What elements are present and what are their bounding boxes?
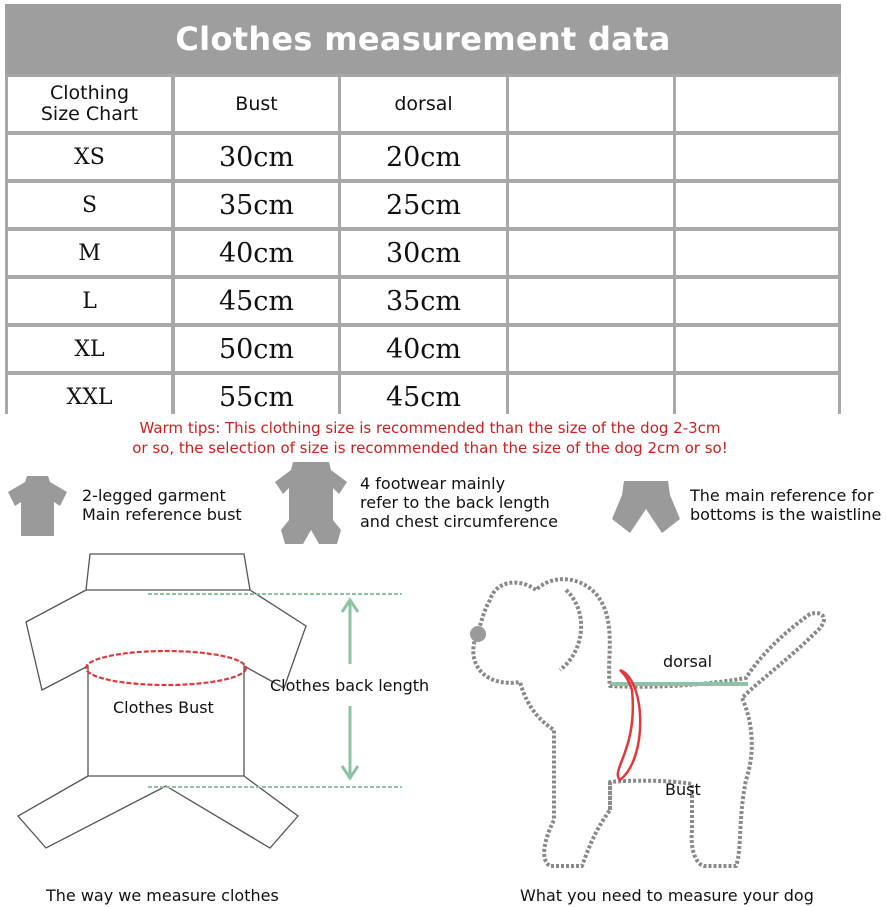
size-cell: M [8,231,171,275]
empty-cell [676,231,838,275]
bust-cell: 45cm [175,279,338,323]
empty-cell [509,183,673,227]
tips-line-2: or so, the selection of size is recommended than the size of the dog 2cm or so! [132,439,728,457]
dog-caption: What you need to measure your dog [520,886,814,905]
warm-tips [0,418,860,458]
dorsal-cell: 25cm [341,183,506,227]
four-legged-garment-icon [271,460,351,546]
two-legged-garment-icon [5,474,70,538]
bust-cell: 40cm [175,231,338,275]
bottoms-garment-icon [610,479,682,534]
empty-cell [676,375,838,419]
bust-cell: 35cm [175,183,338,227]
size-cell: XS [8,135,171,179]
tips-line-1: Warm tips: This clothing size is recommended than the size of the dog 2-3cm [139,419,721,437]
dog-measure-diagram [460,570,880,880]
bust-cell: 55cm [175,375,338,419]
table-header-cell [509,77,673,131]
clothes-caption: The way we measure clothes [46,886,279,905]
size-table [5,4,841,414]
clothes-bust-label: Clothes Bust [113,698,214,717]
bust-cell: 50cm [175,327,338,371]
empty-cell [509,135,673,179]
dog-nose-icon [470,626,486,642]
size-cell: XL [8,327,171,371]
dorsal-cell: 20cm [341,135,506,179]
table-header-cell: Clothing Size Chart [8,77,171,131]
table-header-cell [676,77,838,131]
bust-measure-line [86,651,246,685]
empty-cell [509,375,673,419]
size-cell: S [8,183,171,227]
four-legged-note: 4 footwear mainly refer to the back length and chest circumference [360,474,558,531]
table-header-cell: dorsal [341,77,506,131]
bottoms-note: The main reference for bottoms is the waistline [690,486,882,524]
empty-cell [676,279,838,323]
clothes-back-length-label: Clothes back length [270,676,430,695]
two-legged-note: 2-legged garment Main reference bust [82,486,242,524]
empty-cell [509,327,673,371]
empty-cell [676,183,838,227]
dorsal-cell: 40cm [341,327,506,371]
dorsal-cell: 30cm [341,231,506,275]
bust-cell: 30cm [175,135,338,179]
dog-bust-label: Bust [665,780,701,799]
size-cell: L [8,279,171,323]
table-header-cell: Bust [175,77,338,131]
clothes-measure-diagram [0,540,440,860]
dog-dorsal-label: dorsal [663,652,713,671]
empty-cell [509,231,673,275]
dorsal-cell: 35cm [341,279,506,323]
empty-cell [676,135,838,179]
table-title: Clothes measurement data [5,4,841,74]
empty-cell [676,327,838,371]
dorsal-cell: 45cm [341,375,506,419]
dog-outline [473,579,824,866]
size-cell: XXL [8,375,171,419]
empty-cell [509,279,673,323]
